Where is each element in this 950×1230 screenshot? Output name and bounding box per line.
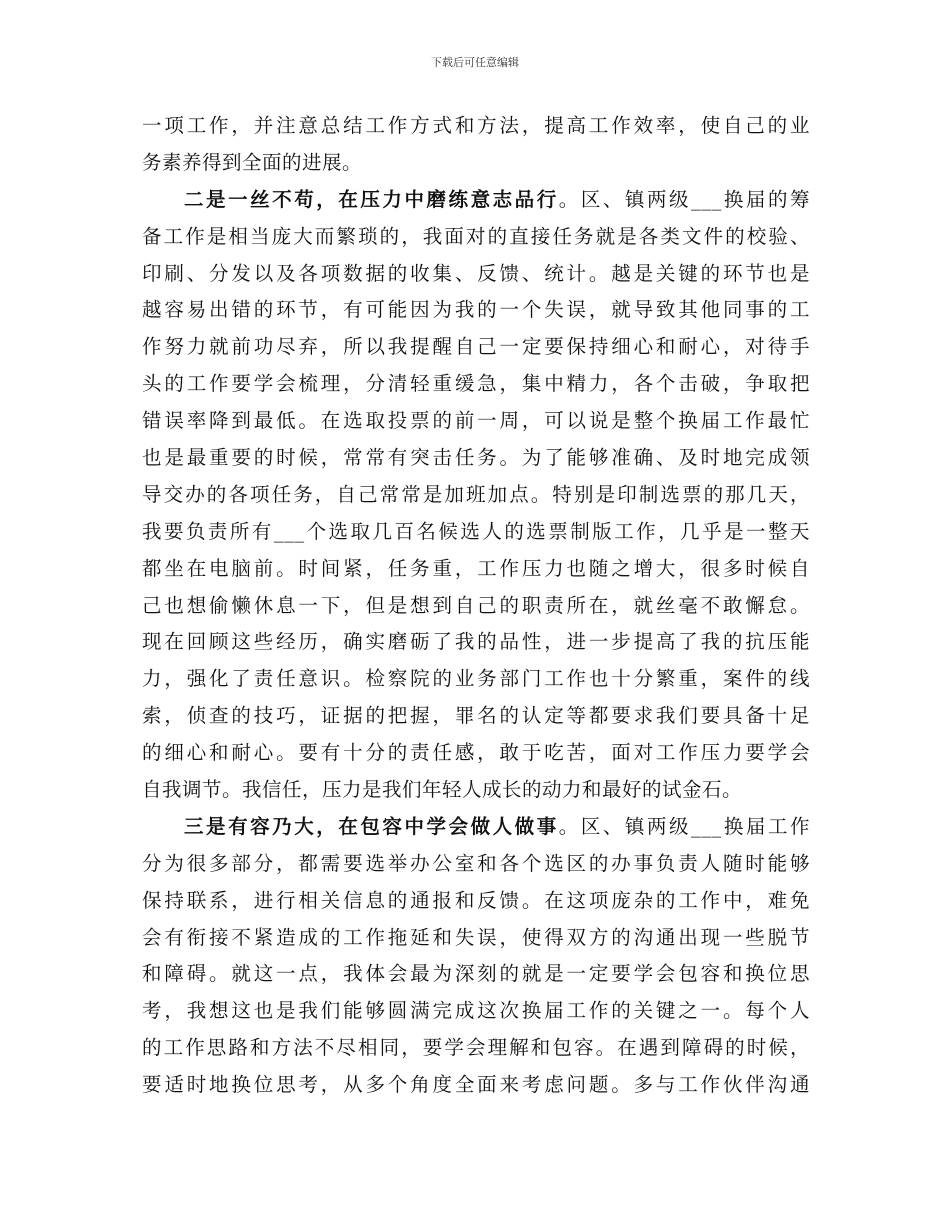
text-line: 头的工作要学会梳理，分清轻重缓急，集中精力，各个击破，争取把 [142,372,810,396]
paragraph-heading: 三是有容乃大，在包容中学会做人做事 [184,814,559,838]
text-line: 都坐在电脑前。时间紧，任务重，工作压力也随之增大，很多时候自 [142,556,810,580]
text-run: 。区、镇两级___换届工作 [558,814,810,838]
text-run: 。区、镇两级___换届的筹 [558,187,810,211]
text-line: 错误率降到最低。在选取投票的前一周，可以说是整个换届工作最忙 [142,409,810,433]
text-line: 我要负责所有___个选取几百名候选人的选票制版工作，几乎是一整天 [142,519,810,543]
text-line: 索，侦查的技巧，证据的把握，罪名的认定等都要求我们要具备十足 [142,704,810,728]
text-line: 会有衔接不紧造成的工作拖延和失误，使得双方的沟通出现一些脱节 [142,925,810,949]
text-line: 也是最重要的时候，常常有突击任务。为了能够准确、及时地完成领 [142,446,810,470]
text-line: 印刷、分发以及各项数据的收集、反馈、统计。越是关键的环节也是 [142,261,810,285]
text-line: 力，强化了责任意识。检察院的业务部门工作也十分繁重，案件的线 [142,667,810,691]
text-line: 务素养得到全面的进展。 [142,150,363,174]
text-line: 的工作思路和方法不尽相同，要学会理解和包容。在遇到障碍的时候， [142,1036,810,1060]
text-line: 越容易出错的环节，有可能因为我的一个失误，就导致其他同事的工 [142,298,810,322]
text-line: 要适时地换位思考，从多个角度全面来考虑问题。多与工作伙伴沟通 [142,1073,810,1097]
text-line: 自我调节。我信任，压力是我们年轻人成长的动力和最好的试金石。 [142,778,743,802]
text-line: 考，我想这也是我们能够圆满完成这次换届工作的关键之一。每个人 [142,999,810,1023]
text-line: 导交办的各项任务，自己常常是加班加点。特别是印制选票的那几天， [142,482,810,506]
text-line: 保持联系，进行相关信息的通报和反馈。在这项庞杂的工作中，难免 [142,888,810,912]
header-note: 下载后可任意编辑 [431,56,519,69]
text-line: 分为很多部分，都需要选举办公室和各个选区的办事负责人随时能够 [142,851,810,875]
text-line: 作努力就前功尽弃，所以我提醒自己一定要保持细心和耐心，对待手 [142,335,810,359]
text-line: 现在回顾这些经历，确实磨砺了我的品性，进一步提高了我的抗压能 [142,630,810,654]
text-line: 备工作是相当庞大而繁琐的，我面对的直接任务就是各类文件的校验、 [142,224,810,248]
text-line: 己也想偷懒休息一下，但是想到自己的职责所在，就丝毫不敢懈怠。 [142,593,810,617]
document-body [142,108,810,1104]
text-line: 一项工作，并注意总结工作方式和方法，提高工作效率，使自己的业 [142,114,810,137]
paragraph-heading: 二是一丝不苟，在压力中磨练意志品行 [184,187,559,211]
text-line: 的细心和耐心。要有十分的责任感，敢于吃苦，面对工作压力要学会 [142,741,810,765]
paragraph-3-first-line [142,809,810,846]
text-line: 和障碍。就这一点，我体会最为深刻的就是一定要学会包容和换位思 [142,962,810,986]
paragraph-2-first-line [142,182,810,219]
